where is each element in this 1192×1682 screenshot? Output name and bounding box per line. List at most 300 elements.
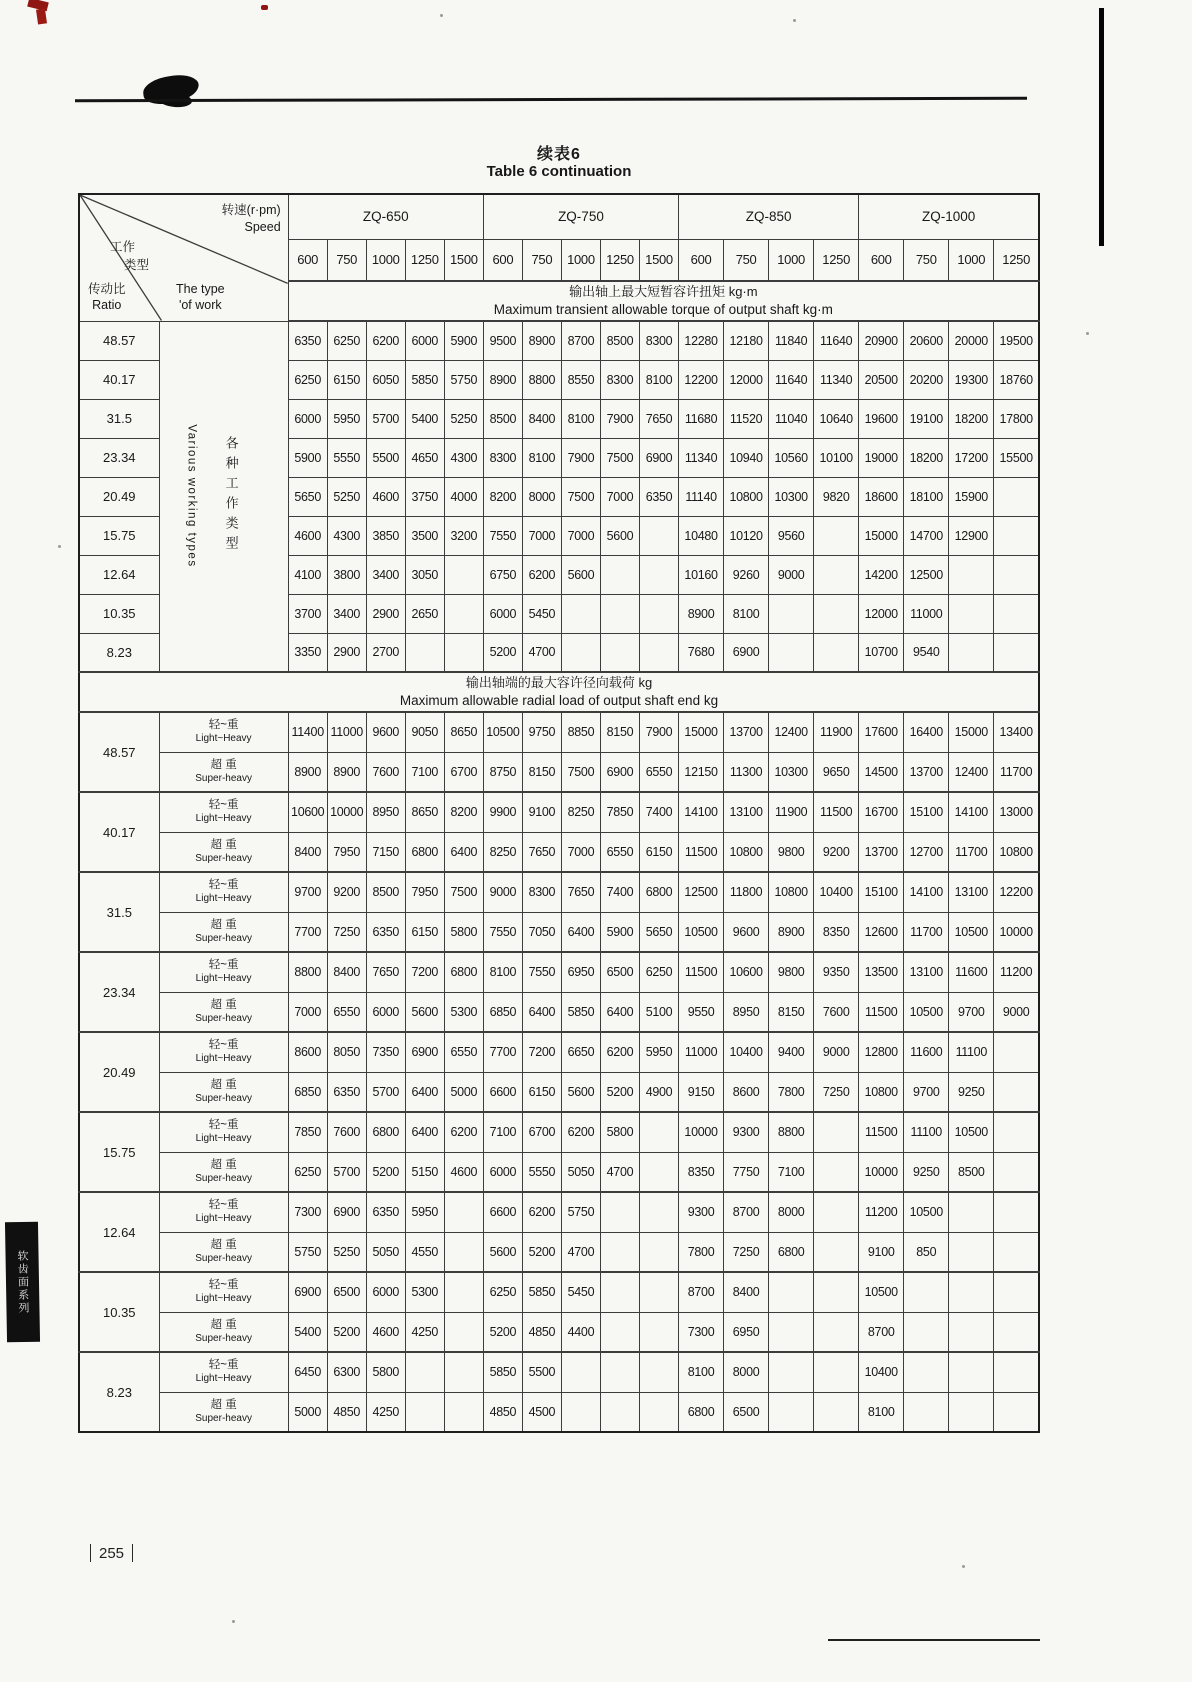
value-cell: 11600 xyxy=(949,952,994,992)
value-cell: 10400 xyxy=(859,1352,904,1392)
value-cell: 10500 xyxy=(679,912,724,952)
speed-header-cell: 1250 xyxy=(600,239,639,281)
value-cell: 6200 xyxy=(522,1192,561,1232)
value-cell: 7050 xyxy=(522,912,561,952)
value-cell: 6850 xyxy=(483,992,522,1032)
value-cell: 8400 xyxy=(724,1272,769,1312)
ratio-cell: 8.23 xyxy=(79,1352,159,1432)
value-cell: 12000 xyxy=(724,360,769,399)
model-group-header: ZQ-650 xyxy=(288,194,483,239)
value-cell: 8000 xyxy=(769,1192,814,1232)
value-cell: 13700 xyxy=(904,752,949,792)
value-cell xyxy=(600,555,639,594)
scan-speck xyxy=(793,19,796,22)
load-type-cell xyxy=(159,1192,288,1232)
speed-header-cell: 750 xyxy=(522,239,561,281)
ratio-cell: 8.23 xyxy=(79,633,159,672)
scan-speck xyxy=(58,545,61,548)
load-type-cell xyxy=(159,832,288,872)
value-cell: 4700 xyxy=(522,633,561,672)
corner-worktype-zh: 类型 xyxy=(124,257,150,272)
value-cell: 5200 xyxy=(600,1072,639,1112)
value-cell: 7800 xyxy=(679,1232,724,1272)
value-cell: 4700 xyxy=(561,1232,600,1272)
value-cell: 9560 xyxy=(769,516,814,555)
value-cell xyxy=(994,1392,1039,1432)
value-cell: 8800 xyxy=(288,952,327,992)
torque-header-zh: 输出轴上最大短暂容许扭矩 kg·m xyxy=(569,284,758,300)
value-cell: 11200 xyxy=(994,952,1039,992)
ratio-cell: 23.34 xyxy=(79,438,159,477)
speed-header-cell: 750 xyxy=(327,239,366,281)
value-cell: 9750 xyxy=(522,712,561,752)
value-cell: 11520 xyxy=(724,399,769,438)
value-cell: 7300 xyxy=(679,1312,724,1352)
value-cell: 5050 xyxy=(366,1232,405,1272)
value-cell xyxy=(814,1192,859,1232)
value-cell xyxy=(600,633,639,672)
value-cell: 11500 xyxy=(679,952,724,992)
value-cell: 6550 xyxy=(600,832,639,872)
value-cell: 10500 xyxy=(904,992,949,1032)
value-cell xyxy=(769,633,814,672)
value-cell: 6800 xyxy=(405,832,444,872)
value-cell: 6200 xyxy=(366,321,405,360)
value-cell: 6500 xyxy=(327,1272,366,1312)
value-cell: 3200 xyxy=(444,516,483,555)
ratio-cell: 12.64 xyxy=(79,1192,159,1272)
value-cell: 7600 xyxy=(366,752,405,792)
value-cell xyxy=(444,1392,483,1432)
value-cell: 4600 xyxy=(366,1312,405,1352)
value-cell: 9260 xyxy=(724,555,769,594)
value-cell: 4300 xyxy=(444,438,483,477)
speed-header-cell: 1000 xyxy=(949,239,994,281)
footer-bar xyxy=(132,1544,133,1562)
value-cell: 5450 xyxy=(561,1272,600,1312)
value-cell: 12500 xyxy=(679,872,724,912)
value-cell: 9050 xyxy=(405,712,444,752)
value-cell: 8400 xyxy=(522,399,561,438)
value-cell: 5700 xyxy=(366,1072,405,1112)
value-cell: 10600 xyxy=(288,792,327,832)
value-cell: 6200 xyxy=(561,1112,600,1152)
value-cell: 7000 xyxy=(561,832,600,872)
value-cell: 5400 xyxy=(405,399,444,438)
value-cell: 6900 xyxy=(288,1272,327,1312)
value-cell: 7750 xyxy=(724,1152,769,1192)
value-cell: 9100 xyxy=(859,1232,904,1272)
value-cell: 8650 xyxy=(444,712,483,752)
value-cell: 8550 xyxy=(561,360,600,399)
value-cell: 6400 xyxy=(561,912,600,952)
value-cell xyxy=(994,555,1039,594)
value-cell: 7700 xyxy=(483,1032,522,1072)
value-cell: 5200 xyxy=(522,1232,561,1272)
value-cell: 10300 xyxy=(769,752,814,792)
light-heavy-label-en: Light~Heavy xyxy=(195,1373,252,1385)
working-types-cell xyxy=(159,321,288,672)
value-cell: 14100 xyxy=(949,792,994,832)
value-cell: 5800 xyxy=(444,912,483,952)
value-cell: 15000 xyxy=(949,712,994,752)
value-cell: 5700 xyxy=(366,399,405,438)
value-cell xyxy=(904,1352,949,1392)
value-cell: 8500 xyxy=(949,1152,994,1192)
value-cell: 9200 xyxy=(327,872,366,912)
value-cell: 10500 xyxy=(859,1272,904,1312)
value-cell: 9250 xyxy=(949,1072,994,1112)
speed-header-cell: 1250 xyxy=(814,239,859,281)
value-cell: 3700 xyxy=(288,594,327,633)
load-type-cell xyxy=(159,752,288,792)
light-heavy-label-zh: 轻~重 xyxy=(208,1199,239,1212)
super-heavy-label-en: Super-heavy xyxy=(195,1092,252,1104)
super-heavy-label-zh: 超 重 xyxy=(210,918,237,931)
speed-header-cell: 600 xyxy=(288,239,327,281)
value-cell: 6200 xyxy=(522,555,561,594)
value-cell: 6600 xyxy=(483,1072,522,1112)
value-cell: 8750 xyxy=(483,752,522,792)
value-cell: 9000 xyxy=(769,555,814,594)
value-cell xyxy=(814,1272,859,1312)
value-cell: 11300 xyxy=(724,752,769,792)
load-type-cell xyxy=(159,1392,288,1432)
value-cell: 9600 xyxy=(366,712,405,752)
value-cell: 8900 xyxy=(327,752,366,792)
value-cell: 9500 xyxy=(483,321,522,360)
value-cell xyxy=(639,633,678,672)
value-cell: 11400 xyxy=(288,712,327,752)
value-cell: 8050 xyxy=(327,1032,366,1072)
value-cell xyxy=(994,1312,1039,1352)
value-cell: 14100 xyxy=(679,792,724,832)
value-cell: 13100 xyxy=(904,952,949,992)
value-cell: 8200 xyxy=(444,792,483,832)
value-cell: 7550 xyxy=(483,912,522,952)
light-heavy-label-en: Light~Heavy xyxy=(195,893,252,905)
value-cell: 19100 xyxy=(904,399,949,438)
value-cell: 5650 xyxy=(288,477,327,516)
value-cell: 14200 xyxy=(859,555,904,594)
value-cell: 6650 xyxy=(561,1032,600,1072)
value-cell: 13100 xyxy=(949,872,994,912)
value-cell: 7100 xyxy=(483,1112,522,1152)
light-heavy-label-zh: 轻~重 xyxy=(208,1279,239,1292)
value-cell: 6350 xyxy=(366,1192,405,1232)
value-cell xyxy=(600,1192,639,1232)
value-cell: 6250 xyxy=(288,360,327,399)
value-cell: 8500 xyxy=(366,872,405,912)
value-cell: 7250 xyxy=(814,1072,859,1112)
value-cell: 9000 xyxy=(994,992,1039,1032)
speed-header-cell: 1000 xyxy=(769,239,814,281)
value-cell: 9150 xyxy=(679,1072,724,1112)
light-heavy-label-zh: 轻~重 xyxy=(208,1039,239,1052)
value-cell: 15900 xyxy=(949,477,994,516)
value-cell: 6800 xyxy=(769,1232,814,1272)
value-cell: 10800 xyxy=(769,872,814,912)
value-cell: 11100 xyxy=(949,1032,994,1072)
value-cell: 5200 xyxy=(483,1312,522,1352)
value-cell xyxy=(994,1272,1039,1312)
value-cell: 8100 xyxy=(859,1392,904,1432)
value-cell: 5300 xyxy=(444,992,483,1032)
radial-header-zh: 输出轴端的最大容许径向载荷 kg xyxy=(465,675,653,691)
value-cell: 10800 xyxy=(724,832,769,872)
super-heavy-label-en: Super-heavy xyxy=(195,1172,252,1184)
red-speck xyxy=(261,5,268,10)
value-cell: 4700 xyxy=(600,1152,639,1192)
corner-ratio-en: Ratio xyxy=(92,298,122,313)
speed-header-cell: 750 xyxy=(724,239,769,281)
value-cell xyxy=(639,594,678,633)
value-cell: 8200 xyxy=(483,477,522,516)
value-cell: 10640 xyxy=(814,399,859,438)
value-cell: 5900 xyxy=(600,912,639,952)
value-cell: 5000 xyxy=(288,1392,327,1432)
light-heavy-label-en: Light~Heavy xyxy=(195,1293,252,1305)
value-cell: 6450 xyxy=(288,1352,327,1392)
value-cell: 12800 xyxy=(859,1032,904,1072)
value-cell: 8150 xyxy=(522,752,561,792)
value-cell: 6150 xyxy=(405,912,444,952)
ratio-cell: 48.57 xyxy=(79,321,159,360)
value-cell: 7400 xyxy=(639,792,678,832)
right-edge-scan-bar xyxy=(1099,8,1104,246)
speed-header-cell: 1250 xyxy=(994,239,1039,281)
value-cell: 5950 xyxy=(405,1192,444,1232)
value-cell: 4000 xyxy=(444,477,483,516)
speed-header-cell: 1500 xyxy=(639,239,678,281)
load-type-cell xyxy=(159,712,288,752)
value-cell: 5500 xyxy=(366,438,405,477)
value-cell: 8350 xyxy=(679,1152,724,1192)
super-heavy-label-zh: 超 重 xyxy=(210,1158,237,1171)
ratio-cell: 10.35 xyxy=(79,594,159,633)
value-cell: 10400 xyxy=(814,872,859,912)
value-cell xyxy=(444,1312,483,1352)
value-cell: 9400 xyxy=(769,1032,814,1072)
load-type-cell xyxy=(159,1312,288,1352)
value-cell xyxy=(639,516,678,555)
scan-speck xyxy=(962,1565,965,1568)
value-cell: 4250 xyxy=(405,1312,444,1352)
value-cell: 7900 xyxy=(561,438,600,477)
model-group-header: ZQ-850 xyxy=(679,194,859,239)
value-cell: 8000 xyxy=(522,477,561,516)
value-cell: 3400 xyxy=(327,594,366,633)
value-cell xyxy=(600,1232,639,1272)
value-cell xyxy=(949,594,994,633)
corner-type-en: The type xyxy=(176,282,225,296)
value-cell: 11500 xyxy=(679,832,724,872)
value-cell: 12500 xyxy=(904,555,949,594)
value-cell: 17200 xyxy=(949,438,994,477)
value-cell: 12150 xyxy=(679,752,724,792)
value-cell: 13000 xyxy=(994,792,1039,832)
value-cell: 3050 xyxy=(405,555,444,594)
value-cell xyxy=(949,1312,994,1352)
value-cell: 5850 xyxy=(561,992,600,1032)
value-cell: 5400 xyxy=(288,1312,327,1352)
value-cell xyxy=(639,1152,678,1192)
value-cell: 11500 xyxy=(859,992,904,1032)
value-cell: 11000 xyxy=(679,1032,724,1072)
value-cell: 4900 xyxy=(639,1072,678,1112)
super-heavy-label-en: Super-heavy xyxy=(195,1412,252,1424)
value-cell: 17600 xyxy=(859,712,904,752)
radial-section-header xyxy=(79,672,1039,712)
value-cell xyxy=(444,1192,483,1232)
value-cell: 9650 xyxy=(814,752,859,792)
value-cell: 8300 xyxy=(483,438,522,477)
value-cell: 19600 xyxy=(859,399,904,438)
value-cell: 850 xyxy=(904,1232,949,1272)
value-cell: 6800 xyxy=(366,1112,405,1152)
value-cell: 6000 xyxy=(288,399,327,438)
value-cell: 6250 xyxy=(483,1272,522,1312)
value-cell: 11680 xyxy=(679,399,724,438)
value-cell xyxy=(994,516,1039,555)
value-cell: 8600 xyxy=(288,1032,327,1072)
ratio-cell: 20.49 xyxy=(79,1032,159,1112)
ratio-cell: 40.17 xyxy=(79,792,159,872)
value-cell: 8350 xyxy=(814,912,859,952)
value-cell: 4550 xyxy=(405,1232,444,1272)
value-cell: 7650 xyxy=(639,399,678,438)
value-cell: 10600 xyxy=(724,952,769,992)
value-cell xyxy=(405,1392,444,1432)
value-cell: 11500 xyxy=(859,1112,904,1152)
light-heavy-label-en: Light~Heavy xyxy=(195,1133,252,1145)
super-heavy-label-en: Super-heavy xyxy=(195,1252,252,1264)
value-cell: 6400 xyxy=(522,992,561,1032)
value-cell: 4650 xyxy=(405,438,444,477)
super-heavy-label-zh: 超 重 xyxy=(210,1318,237,1331)
value-cell xyxy=(994,1112,1039,1152)
value-cell: 7200 xyxy=(405,952,444,992)
value-cell: 14100 xyxy=(904,872,949,912)
ratio-cell: 31.5 xyxy=(79,872,159,952)
load-type-cell xyxy=(159,1072,288,1112)
value-cell xyxy=(814,1312,859,1352)
light-heavy-label-en: Light~Heavy xyxy=(195,1213,252,1225)
value-cell: 16400 xyxy=(904,712,949,752)
light-heavy-label-zh: 轻~重 xyxy=(208,879,239,892)
value-cell: 11640 xyxy=(814,321,859,360)
value-cell: 15100 xyxy=(859,872,904,912)
value-cell xyxy=(444,594,483,633)
model-group-header: ZQ-750 xyxy=(483,194,678,239)
super-heavy-label-zh: 超 重 xyxy=(210,1078,237,1091)
value-cell: 6350 xyxy=(327,1072,366,1112)
value-cell: 3800 xyxy=(327,555,366,594)
value-cell: 2650 xyxy=(405,594,444,633)
red-registration-mark xyxy=(36,8,47,24)
value-cell xyxy=(639,1192,678,1232)
table-title-zh: 续表6 xyxy=(537,146,581,163)
value-cell: 10560 xyxy=(769,438,814,477)
load-type-cell xyxy=(159,1032,288,1072)
super-heavy-label-en: Super-heavy xyxy=(195,772,252,784)
value-cell: 11700 xyxy=(949,832,994,872)
value-cell xyxy=(994,1192,1039,1232)
value-cell: 7550 xyxy=(522,952,561,992)
value-cell: 8650 xyxy=(405,792,444,832)
value-cell xyxy=(561,1352,600,1392)
value-cell: 9550 xyxy=(679,992,724,1032)
value-cell xyxy=(814,555,859,594)
value-cell: 5850 xyxy=(483,1352,522,1392)
value-cell: 6150 xyxy=(639,832,678,872)
value-cell: 7600 xyxy=(327,1112,366,1152)
value-cell xyxy=(994,1032,1039,1072)
value-cell xyxy=(814,633,859,672)
value-cell: 6550 xyxy=(639,752,678,792)
value-cell: 7500 xyxy=(600,438,639,477)
ratio-cell: 15.75 xyxy=(79,1112,159,1192)
value-cell: 5850 xyxy=(405,360,444,399)
ratio-cell: 15.75 xyxy=(79,516,159,555)
value-cell: 5750 xyxy=(444,360,483,399)
value-cell: 5200 xyxy=(327,1312,366,1352)
value-cell: 19300 xyxy=(949,360,994,399)
value-cell: 6400 xyxy=(444,832,483,872)
value-cell: 6050 xyxy=(366,360,405,399)
value-cell: 6400 xyxy=(405,1072,444,1112)
ratio-cell: 20.49 xyxy=(79,477,159,516)
value-cell: 18100 xyxy=(904,477,949,516)
value-cell: 8900 xyxy=(769,912,814,952)
value-cell: 6900 xyxy=(327,1192,366,1232)
value-cell xyxy=(639,1272,678,1312)
value-cell: 6300 xyxy=(327,1352,366,1392)
corner-speed-en: Speed xyxy=(244,219,281,234)
value-cell: 3400 xyxy=(366,555,405,594)
value-cell: 3500 xyxy=(405,516,444,555)
value-cell xyxy=(814,1392,859,1432)
value-cell xyxy=(600,1392,639,1432)
model-group-header: ZQ-1000 xyxy=(859,194,1039,239)
value-cell: 5600 xyxy=(483,1232,522,1272)
light-heavy-label-en: Light~Heavy xyxy=(195,973,252,985)
value-cell xyxy=(444,1232,483,1272)
value-cell xyxy=(769,1392,814,1432)
value-cell: 10800 xyxy=(859,1072,904,1112)
ratio-cell: 10.35 xyxy=(79,1272,159,1352)
value-cell: 5150 xyxy=(405,1152,444,1192)
value-cell: 4850 xyxy=(327,1392,366,1432)
value-cell: 6000 xyxy=(483,1152,522,1192)
value-cell: 6500 xyxy=(724,1392,769,1432)
ratio-cell: 48.57 xyxy=(79,712,159,792)
value-cell: 11500 xyxy=(814,792,859,832)
value-cell: 7350 xyxy=(366,1032,405,1072)
scan-speck xyxy=(232,1620,235,1623)
value-cell: 9540 xyxy=(904,633,949,672)
value-cell: 5200 xyxy=(366,1152,405,1192)
value-cell: 5600 xyxy=(561,555,600,594)
working-types-zh: 各种工作类型 xyxy=(223,436,239,557)
value-cell: 6700 xyxy=(522,1112,561,1152)
value-cell: 10000 xyxy=(859,1152,904,1192)
light-heavy-label-en: Light~Heavy xyxy=(195,813,252,825)
value-cell: 7250 xyxy=(724,1232,769,1272)
value-cell: 6850 xyxy=(288,1072,327,1112)
value-cell: 7000 xyxy=(288,992,327,1032)
value-cell: 12400 xyxy=(769,712,814,752)
